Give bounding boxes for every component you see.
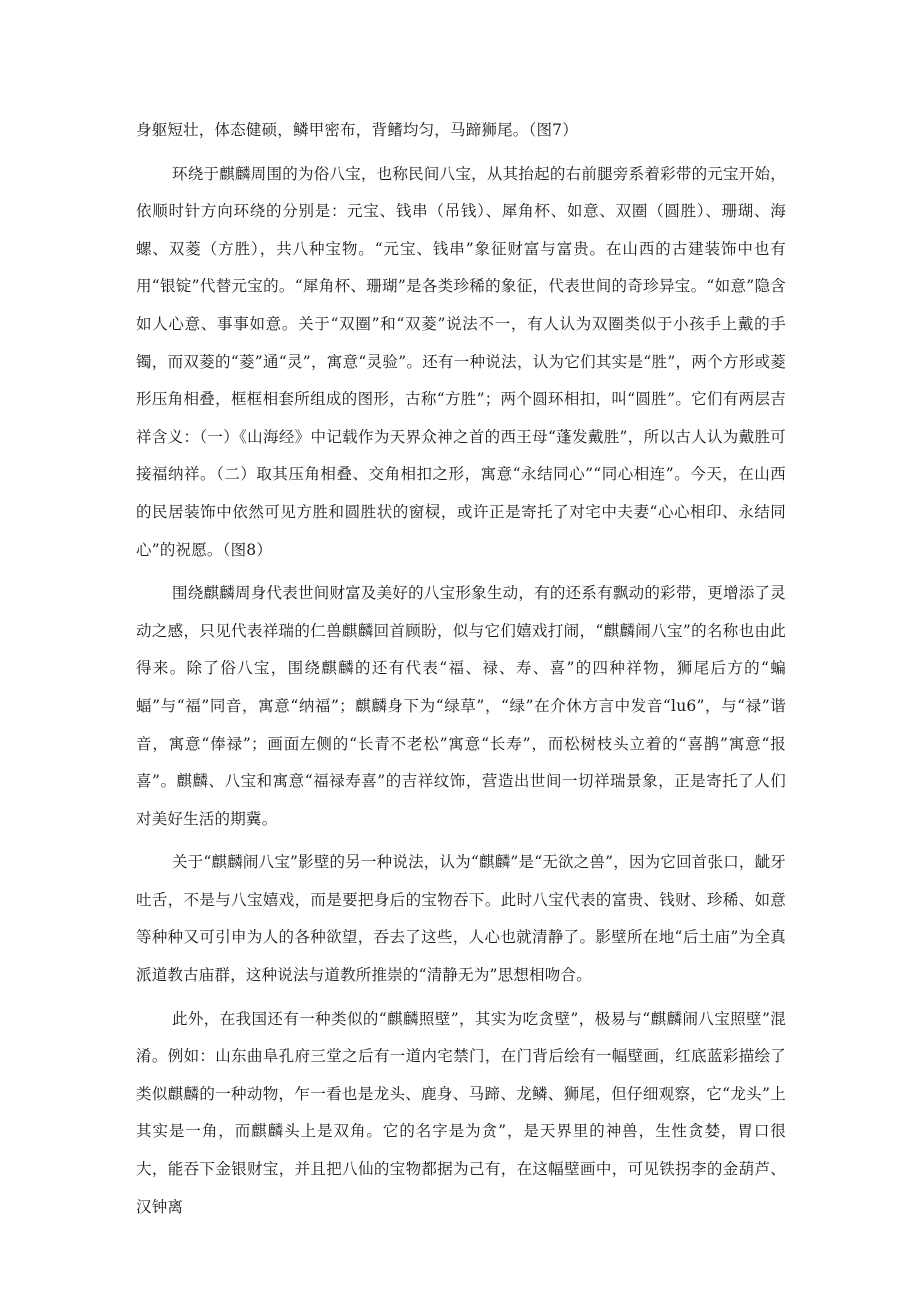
paragraph-4: 关于“麒麟闹八宝”影壁的另一种说法，认为“麒麟”是“无欲之兽”，因为它回首张口，龇牙吐舌，不是与八宝嬉戏，而是要把身后的宝物吞下。此时八宝代表的富贵、钱财、珍稀、如意等种种又可引申为人的各种欲望，吞去了这些，人心也就清静了。影壁所在地“后土庙”为全真派道教古庙群，这种说法与道教所推崇的“清静无为”思想相吻合。 [136, 853, 786, 985]
paragraph-5: 此外，在我国还有一种类似的“麒麟照壁”，其实为吃贪壁”，极易与“麒麟闹八宝照壁”混淆。例如：山东曲阜孔府三堂之后有一道内宅禁门，在门背后绘有一幅壁画，红底蓝彩描绘了类似麒麟的一种动物，乍一看也是龙头、鹿身、马蹄、龙鳞、狮尾，但仔细观察，它“龙头”上其实是一角，而麒麟头上是双角。它的名字是为贪”，是天界里的神兽，生性贪婪，胃口很大，能吞下金银财宝，并且把八仙的宝物都据为己有，在这幅壁画中，可见铁拐李的金葫芦、汉钟离 [136, 1009, 786, 1216]
paragraph-3: 围绕麒麟周身代表世间财富及美好的八宝形象生动，有的还系有飘动的彩带，更增添了灵动之感，只见代表祥瑞的仁兽麒麟回首顾盼，似与它们嬉戏打闹，“麒麟闹八宝”的名称也由此得来。除了俗八宝，围绕麒麟的还有代表“福、禄、寿、喜”的四种祥物，狮尾后方的“蝙蝠”与“福”同音，寓意“纳福”；麒麟身下为“绿草”，“绿”在介休方言中发音“lu6”，与“禄”谐音，寓意“俸禄”；画面左侧的“长青不老松”寓意“长寿”，而松树枝头立着的“喜鹊”寓意“报喜”。麒麟、八宝和寓意“福禄寿喜”的吉祥纹饰，营造出世间一切祥瑞景象，正是寄托了人们对美好生活的期冀。 [136, 584, 786, 828]
paragraph-1: 身躯短壮，体态健硕，鳞甲密布，背鳍均匀，马蹄狮尾。（图7） [136, 121, 578, 139]
document-page [136, 112, 786, 1226]
paragraph-2: 环绕于麒麟周围的为俗八宝，也称民间八宝，从其抬起的右前腿旁系着彩带的元宝开始，依顺时针方向环绕的分别是：元宝、钱串（吊钱）、犀角杯、如意、双圈（圆胜）、珊瑚、海螺、双菱（方胜），共八种宝物。“元宝、钱串”象征财富与富贵。在山西的古建装饰中也有用“银锭”代替元宝的。“犀角杯、珊瑚”是各类珍稀的象征，代表世间的奇珍异宝。“如意”隐含如人心意、事事如意。关于“双圈”和“双菱”说法不一，有人认为双圈类似于小孩手上戴的手镯，而双菱的“菱”通“灵”，寓意“灵验”。还有一种说法，认为它们其实是“胜”，两个方形或菱形压角相叠，框框相套所组成的图形，古称“方胜”；两个圆环相扣，叫“圆胜”。它们有两层吉祥含义：（一）《山海经》中记载作为天界众神之首的西王母“蓬发戴胜”，所以古人认为戴胜可接福纳祥。（二）取其压角相叠、交角相扣之形，寓意“永结同心”“同心相连”。今天，在山西的民居装饰中依然可见方胜和圆胜状的窗棂，或许正是寄托了对宅中夫妻“心心相印、永结同心”的祝愿。（图8） [136, 164, 786, 559]
